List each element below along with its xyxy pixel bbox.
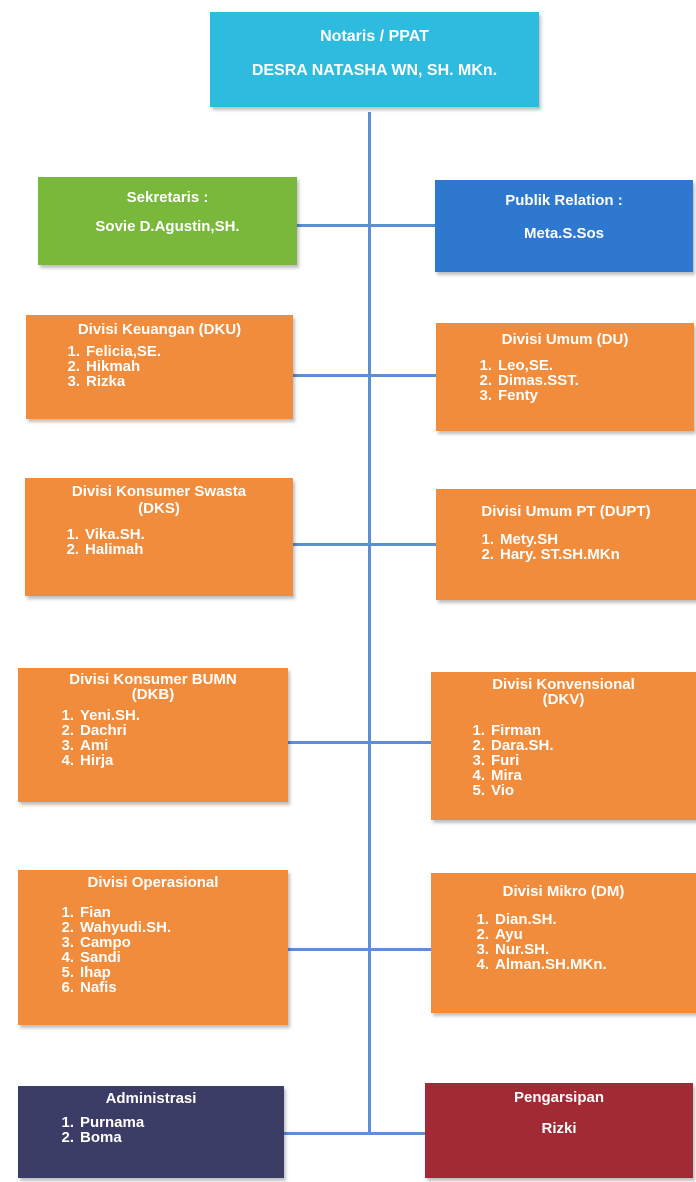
connector-dkb-dkv (288, 741, 431, 744)
vertical-connector-line (368, 112, 371, 1134)
node-divisi-umum (436, 323, 694, 431)
node-dkv-members (467, 723, 696, 798)
node-dkb-subtitle: (DKB) (131, 686, 175, 703)
connector-dks-dupt (293, 543, 436, 546)
node-administrasi-members (56, 1115, 284, 1145)
node-dkb-members (56, 708, 288, 768)
node-dkv-title: Divisi Konvensional (492, 676, 635, 693)
node-dks-members (61, 527, 293, 557)
node-dm-members (471, 912, 696, 972)
connector-administrasi-pengarsipan (284, 1132, 426, 1135)
list-item: 2. Hary. ST.SH.MKn (481, 546, 620, 563)
node-dku-members (62, 344, 293, 389)
node-publik-name: Meta.S.Sos (523, 225, 605, 242)
list-item: 2. Dachri (61, 722, 127, 739)
list-item: 4. Hirja (61, 752, 114, 769)
node-dkb-title: Divisi Konsumer BUMN (69, 671, 237, 688)
list-item: 1. Felicia,SE. (67, 343, 162, 360)
connector-operasional-dm (288, 948, 431, 951)
node-divisi-operasional (18, 870, 288, 1025)
list-item: 1. Fian (61, 904, 111, 921)
node-notaris-title: Notaris / PPAT (320, 28, 429, 45)
list-item: 3. Nur.SH. (476, 941, 550, 958)
list-item: 2. Wahyudi.SH. (61, 919, 172, 936)
node-divisi-konsumer-bumn (18, 668, 288, 802)
node-divisi-mikro (431, 873, 696, 1013)
node-dku-title: Divisi Keuangan (DKU) (77, 321, 242, 338)
node-dkv-subtitle: (DKV) (542, 691, 585, 708)
list-item: 3. Campo (61, 934, 131, 951)
node-dks-title: Divisi Konsumer Swasta (71, 483, 247, 500)
node-divisi-konsumer-swasta (25, 478, 293, 596)
node-du-members (474, 358, 694, 403)
list-item: 5. Ihap (61, 964, 111, 981)
connector-sekretaris-publik (297, 224, 435, 227)
node-sekretaris-title: Sekretaris : (126, 189, 209, 206)
list-item: 4. Mira (472, 767, 522, 784)
list-item: 5. Vio (472, 782, 515, 799)
list-item: 3. Furi (472, 752, 520, 769)
list-item: 1. Purnama (61, 1114, 145, 1131)
list-item: 2. Boma (61, 1129, 122, 1146)
list-item: 3. Rizka (67, 373, 126, 390)
node-divisi-konvensional (431, 672, 696, 820)
node-pengarsipan-name: Rizki (541, 1120, 577, 1137)
node-publik-title: Publik Relation : (505, 192, 623, 209)
node-du-title: Divisi Umum (DU) (501, 331, 629, 348)
list-item: 3. Ami (61, 737, 109, 754)
list-item: 1. Yeni.SH. (61, 707, 141, 724)
list-item: 4. Sandi (61, 949, 121, 966)
list-item: 2. Halimah (66, 541, 144, 558)
node-dupt-title: Divisi Umum PT (DUPT) (481, 503, 651, 520)
list-item: 2. Dara.SH. (472, 737, 554, 754)
node-notaris-name: DESRA NATASHA WN, SH. MKn. (251, 62, 498, 79)
node-notaris (210, 12, 539, 107)
list-item: 3. Fenty (479, 387, 539, 404)
list-item: 4. Alman.SH.MKn. (476, 956, 607, 973)
connector-dku-du (293, 374, 436, 377)
node-operasional-title: Divisi Operasional (87, 874, 219, 891)
list-item: 1. Mety.SH (481, 531, 559, 548)
node-pengarsipan-title: Pengarsipan (513, 1089, 605, 1106)
list-item: 6. Nafis (61, 979, 117, 996)
node-divisi-keuangan (26, 315, 293, 419)
node-divisi-umum-pt (436, 489, 696, 600)
list-item: 1. Firman (472, 722, 542, 739)
list-item: 2. Dimas.SST. (479, 372, 579, 389)
list-item: 2. Hikmah (67, 358, 141, 375)
list-item: 1. Dian.SH. (476, 911, 557, 928)
list-item: 2. Ayu (476, 926, 523, 943)
node-pengarsipan (425, 1083, 693, 1178)
node-administrasi-title: Administrasi (105, 1090, 197, 1107)
node-dm-title: Divisi Mikro (DM) (502, 883, 625, 900)
node-sekretaris-name: Sovie D.Agustin,SH. (95, 218, 240, 235)
list-item: 1. Vika.SH. (66, 526, 145, 543)
node-publik-relation (435, 180, 693, 272)
node-operasional-members (56, 905, 288, 995)
node-sekretaris (38, 177, 297, 265)
list-item: 1. Leo,SE. (479, 357, 554, 374)
node-dupt-members (476, 532, 696, 562)
node-dks-subtitle: (DKS) (138, 500, 180, 517)
node-administrasi (18, 1086, 284, 1178)
